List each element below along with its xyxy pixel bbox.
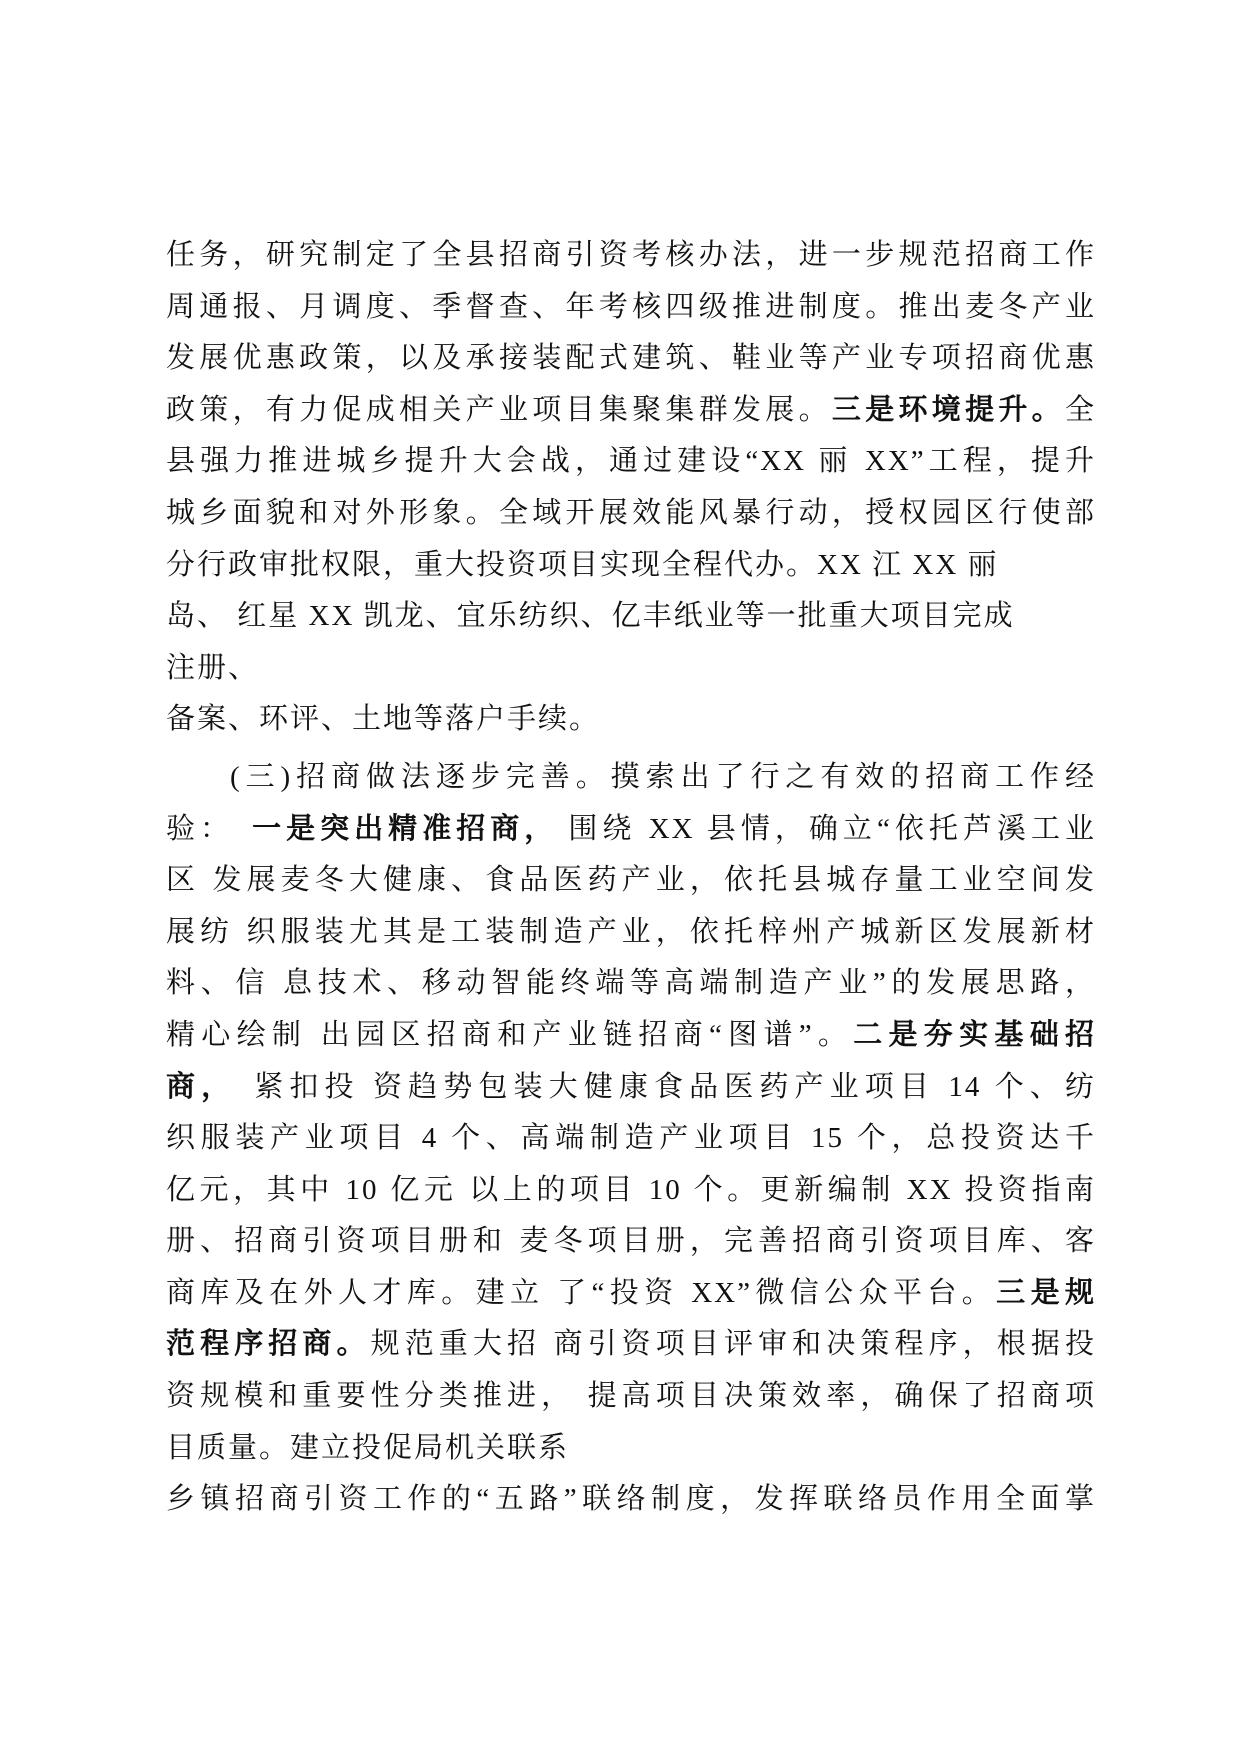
section-heading-line: (三)招商做法逐步完善。摸索出了行之有效的招商工作经 [230, 760, 1096, 793]
text-line: 目质量。建立投促局机关联系 [166, 1431, 570, 1464]
text-line: 城乡面貌和对外形象。全域开展效能风暴行动，授权园区行使部 [166, 496, 1096, 529]
bold-heading: 三是规 [996, 1276, 1096, 1309]
text-line: 商， 紧扣投 资趋势包装大健康食品医药产业项目 14 个、纺 [166, 1070, 1096, 1103]
text-line: 料、信 息技术、移动智能终端等高端制造产业”的发展思路， [166, 967, 1096, 1000]
text-line: 政策，有力促成相关产业项目集聚集群发展。三是环境提升。全 [166, 393, 1096, 426]
text-line: 岛、 红星 XX 凯龙、宜乐纺织、亿丰纸业等一批重大项目完成 [166, 600, 1015, 633]
paragraph [166, 230, 1096, 746]
text-line: 区 发展麦冬大健康、食品医药产业，依托县城存量工业空间发 [166, 864, 1096, 897]
text-line: 精心绘制 出园区招商和产业链招商“图谱”。二是夯实基础招 [166, 1018, 1096, 1051]
bold-heading: 二是夯实基础招 [853, 1018, 1096, 1051]
text-line: 册、招商引资项目册和 麦冬项目册，完善招商引资项目库、客 [166, 1225, 1096, 1258]
text-line: 发展优惠政策，以及承接装配式建筑、鞋业等产业专项招商优惠 [166, 342, 1096, 375]
text-line: 分行政审批权限，重大投资项目实现全程代办。XX 江 XX 丽 [166, 548, 999, 581]
text-line: 亿元，其中 10 亿元 以上的项目 10 个。更新编制 XX 投资指南 [166, 1173, 1096, 1206]
text-line: 展纺 织服装尤其是工装制造产业，依托梓州产城新区发展新材 [166, 915, 1096, 948]
text-line: 范程序招商。规范重大招 商引资项目评审和决策程序，根据投 [166, 1328, 1096, 1361]
text-line: 验： 一是突出精准招商， 围绕 XX 县情，确立“依托芦溪工业 [166, 812, 1096, 845]
document-body [166, 230, 1096, 1526]
paragraph [166, 752, 1096, 1526]
text-line: 资规模和重要性分类推进， 提高项目决策效率，确保了招商项 [166, 1380, 1096, 1413]
text-line: 织服装产业项目 4 个、高端制造产业项目 15 个，总投资达千 [166, 1122, 1096, 1155]
bold-heading: 一是突出精准招商， [252, 812, 559, 845]
text-line: 周通报、月调度、季督查、年考核四级推进制度。推出麦冬产业 [166, 290, 1096, 323]
text-line: 任务，研究制定了全县招商引资考核办法，进一步规范招商工作 [166, 239, 1096, 271]
text-line: 商库及在外人才库。建立 了“投资 XX”微信公众平台。三是规 [166, 1276, 1096, 1309]
text-line: 县强力推进城乡提升大会战，通过建设“XX 丽 XX”工程，提升 [166, 445, 1096, 478]
bold-heading: 商， [166, 1070, 237, 1103]
bold-heading: 三是环境提升。 [831, 393, 1065, 426]
text-line: 备案、环评、土地等落户手续。 [166, 703, 601, 736]
text-line: 乡镇招商引资工作的“五路”联络制度，发挥联络员作用全面掌 [166, 1483, 1096, 1516]
text-line: 注册、 [166, 651, 260, 684]
bold-heading: 范程序招商。 [166, 1328, 371, 1361]
